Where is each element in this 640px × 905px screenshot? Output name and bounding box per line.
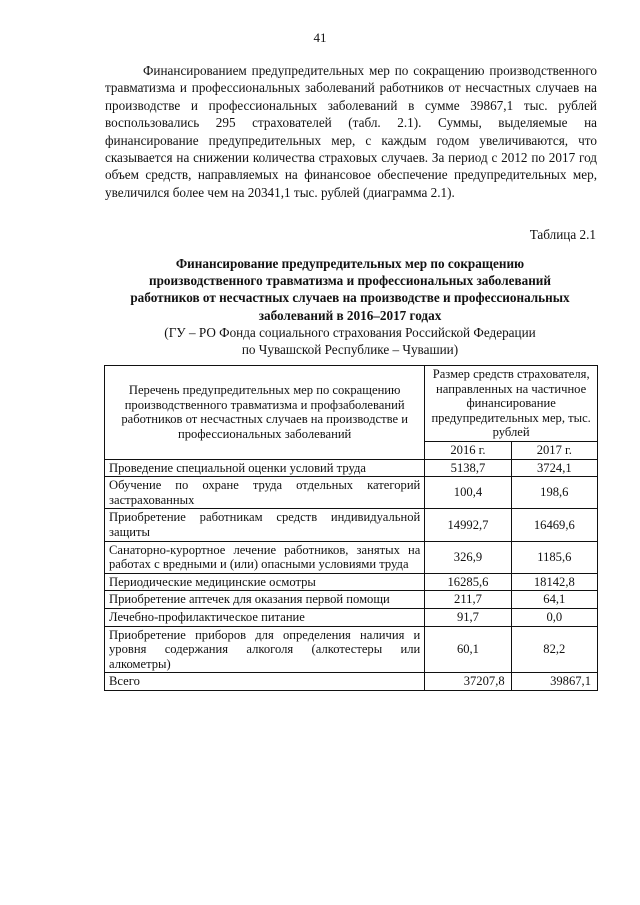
- value-2016: 5138,7: [425, 459, 511, 477]
- table-subtitle: [100, 324, 600, 358]
- value-2017: 82,2: [511, 626, 597, 673]
- value-2016: 326,9: [425, 541, 511, 573]
- table-row: [105, 541, 598, 573]
- value-2016: 100,4: [425, 477, 511, 509]
- table-row: [105, 608, 598, 626]
- measure-name: Периодические медицинские осмотры: [105, 573, 425, 591]
- table-title-line: производственного травматизма и профессиональных заболеваний: [149, 273, 551, 289]
- table-title-line: заболеваний в 2016–2017 годах: [258, 307, 442, 323]
- header-measures: Перечень предупредительных мер по сокращению производственного травматизма и профзаболеваний работников от несчастных случаев на производстве и профессиональных заболеваний: [105, 366, 425, 460]
- table-row: [105, 477, 598, 509]
- value-2016: 14992,7: [425, 509, 511, 541]
- page-number: 41: [313, 30, 327, 45]
- table-header-row: [105, 366, 598, 442]
- header-year-2017: 2017 г.: [511, 441, 597, 459]
- table-row: [105, 509, 598, 541]
- measure-name: Проведение специальной оценки условий труда: [105, 459, 425, 477]
- table-row: [105, 573, 598, 591]
- table-label: Таблица 2.1: [529, 227, 596, 242]
- table-subtitle-line: по Чувашской Республике – Чувашии): [241, 342, 459, 358]
- header-amount: Размер средств страхователя, направленных на частичное финансирование предупредительных мер, тыс. рублей: [425, 366, 598, 442]
- table-title-line: работников от несчастных случаев на производстве и профессиональных: [130, 290, 570, 306]
- value-2017: 3724,1: [511, 459, 597, 477]
- value-2017: 64,1: [511, 591, 597, 609]
- value-2017: 16469,6: [511, 509, 597, 541]
- value-2017: 198,6: [511, 477, 597, 509]
- measure-name: Приобретение работникам средств индивидуальной защиты: [105, 509, 425, 541]
- measure-name: Лечебно-профилактическое питание: [105, 608, 425, 626]
- total-2017: 39867,1: [511, 673, 597, 691]
- table-row: [105, 459, 598, 477]
- value-2017: 0,0: [511, 608, 597, 626]
- prevention-funding-table: [104, 365, 598, 691]
- value-2016: 60,1: [425, 626, 511, 673]
- table-row: [105, 591, 598, 609]
- measure-name: Обучение по охране труда отдельных категорий застрахованных: [105, 477, 425, 509]
- measure-name: Приобретение приборов для определения наличия и уровня содержания алкоголя (алкотестеры или алкометры): [105, 626, 425, 673]
- total-label: Всего: [105, 673, 425, 691]
- table-row: [105, 626, 598, 673]
- body-paragraph: Финансированием предупредительных мер по сокращению производственного травматизма и профессиональных заболеваний работников от несчастных случаев на производстве и профессиональных заболеваний в сумме 39867,1 тыс. рублей воспользовались 295 страхователей (табл. 2.1). Суммы, выделяемые на финансирование предупредительных мер, с каждым годом увеличиваются, что сказывается на снижении количества страховых случаев. За период с 2012 по 2017 год объем средств, направляемых на финансовое обеспечение предупредительных мер, увеличился более чем на 20341,1 тыс. рублей (диаграмма 2.1).: [105, 63, 597, 200]
- total-2016: 37207,8: [425, 673, 511, 691]
- value-2016: 16285,6: [425, 573, 511, 591]
- header-year-2016: 2016 г.: [425, 441, 511, 459]
- table-title-line: Финансирование предупредительных мер по сокращению: [175, 256, 525, 271]
- value-2017: 18142,8: [511, 573, 597, 591]
- table-subtitle-line: (ГУ – РО Фонда социального страхования Российской Федерации: [164, 325, 536, 340]
- value-2016: 211,7: [425, 591, 511, 609]
- measure-name: Приобретение аптечек для оказания первой помощи: [105, 591, 425, 609]
- value-2016: 91,7: [425, 608, 511, 626]
- table-title: [100, 255, 600, 324]
- measure-name: Санаторно-курортное лечение работников, занятых на работах с вредными и (или) опасными условиями труда: [105, 541, 425, 573]
- table-total-row: [105, 673, 598, 691]
- value-2017: 1185,6: [511, 541, 597, 573]
